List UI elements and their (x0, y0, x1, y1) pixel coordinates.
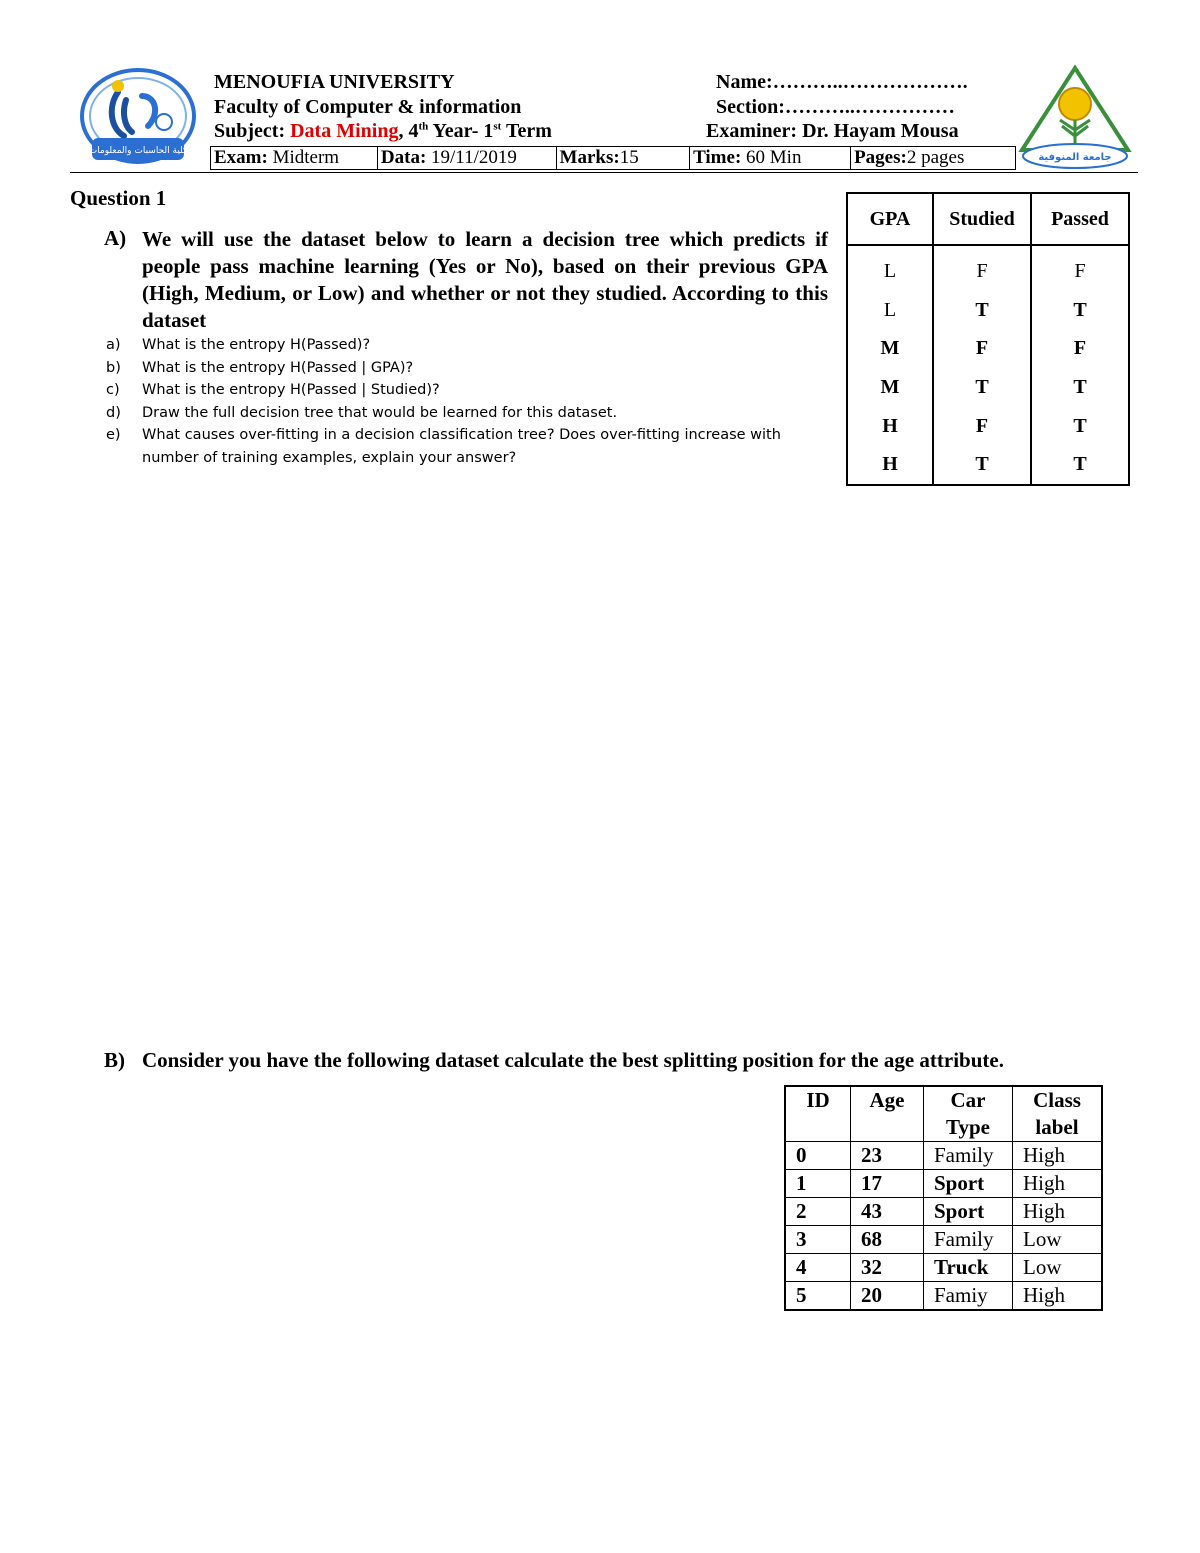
table-header: Car Type (924, 1086, 1013, 1142)
age-dataset-table (784, 1085, 1103, 1311)
part-a-text: We will use the dataset below to learn a decision tree which predicts if people pass machine learning (Yes or No), based on their previous GPA (High, Medium, or Low) and whether or not they studied. According to this dataset (142, 227, 828, 332)
table-header: Class label (1013, 1086, 1103, 1142)
subquestion-d: d) Draw the full decision tree that would be learned for this dataset. (106, 404, 618, 421)
faculty-logo (78, 66, 198, 170)
examiner: Examiner: Dr. Hayam Mousa (706, 120, 959, 142)
subquestion-a: a) What is the entropy H(Passed)? (106, 337, 371, 353)
section-field: Section:………..…………… (716, 96, 955, 118)
faculty-logo-text: كلية الحاسبات والمعلومات (88, 146, 188, 156)
subquestion-b: b) What is the entropy H(Passed | GPA)? (106, 359, 414, 376)
subquestion-c: c) What is the entropy H(Passed | Studied)? (106, 382, 440, 399)
exam-info-row (210, 146, 1016, 170)
table-row: M F F (847, 329, 1129, 368)
university-name: MENOUFIA UNIVERSITY (214, 71, 455, 93)
student-name-field: Name:………..………………. (716, 71, 968, 93)
university-logo (1016, 64, 1134, 170)
faculty-name: Faculty of Computer & information (214, 96, 522, 118)
exam-pages-cell: Pages:2 pages (854, 147, 965, 168)
subject-line: Subject: Data Mining, 4th Year- 1st Term (214, 120, 552, 142)
question-title: Question 1 (70, 186, 167, 210)
gpa-dataset-table (846, 192, 1130, 486)
table-row: 2 43 Sport High (785, 1198, 1102, 1226)
table-row: 1 17 Sport High (785, 1170, 1102, 1198)
table-row: H T T (847, 445, 1129, 485)
table-row: 0 23 Family High (785, 1142, 1102, 1170)
header-divider (70, 172, 1138, 173)
exam-type-cell: Exam: Midterm (211, 147, 378, 169)
table-header: Passed (1031, 193, 1129, 245)
table-header: ID (785, 1086, 851, 1142)
table-header: Age (851, 1086, 924, 1142)
part-b-label: B) (104, 1048, 125, 1072)
university-logo-text: جامعة المنوفية (1038, 152, 1112, 163)
table-header: GPA (847, 193, 933, 245)
exam-marks-cell: Marks:15 (557, 147, 691, 169)
part-b-text: Consider you have the following dataset calculate the best splitting position for the age attribute. (142, 1048, 1004, 1072)
table-header: Studied (933, 193, 1031, 245)
table-row: 3 68 Family Low (785, 1226, 1102, 1254)
subject-value: Data Mining (290, 120, 399, 142)
subquestion-list (106, 334, 836, 470)
exam-time-cell: Time: 60 Min (690, 147, 851, 169)
subquestion-e: e) What causes over-fitting in a decision classification tree? Does over-fitting increase with number of training examples, explain your answer? (106, 427, 781, 466)
table-row: 4 32 Truck Low (785, 1254, 1102, 1282)
table-row: H F T (847, 407, 1129, 446)
exam-date-cell: Data: 19/11/2019 (378, 147, 557, 169)
table-row: L F F (847, 245, 1129, 291)
part-a-label: A) (104, 226, 127, 250)
table-row: L T T (847, 291, 1129, 330)
table-row: M T T (847, 368, 1129, 407)
table-row: 5 20 Famiy High (785, 1282, 1102, 1311)
